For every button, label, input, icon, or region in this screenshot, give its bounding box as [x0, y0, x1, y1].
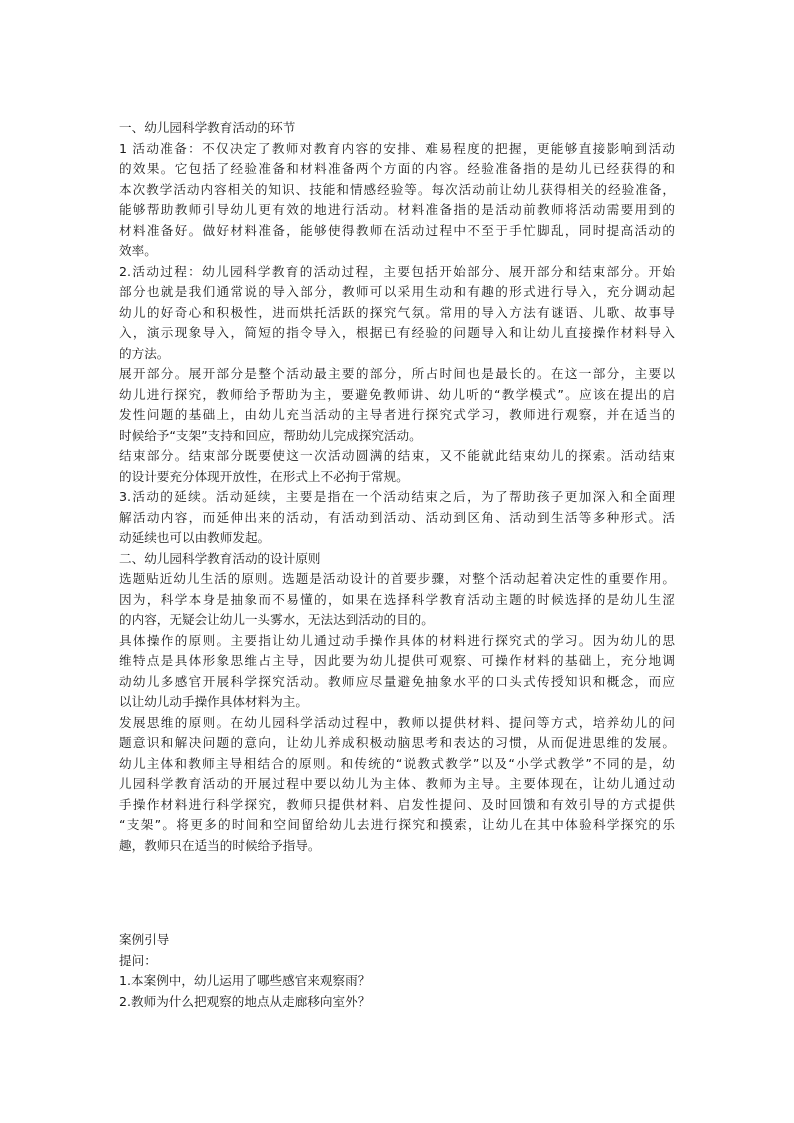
- text-line: 趣，教师只在适当的时候给予指导。: [119, 837, 321, 853]
- text-line: 效率。: [119, 243, 157, 258]
- paragraph-activity-preparation: [119, 139, 675, 262]
- text-line: 结束部分。结束部分既要使这一次活动圆满的结束，又不能就此结束幼儿的探索。活动结束: [119, 448, 675, 463]
- text-line: “支架”。将更多的时间和空间留给幼儿去进行探究和摸索，让幼儿在其中体验科学探究的乐: [119, 817, 675, 832]
- paragraph-activity-extension: [119, 487, 675, 549]
- text-line: 2.活动过程：幼儿园科学教育的活动过程，主要包括开始部分、展开部分和结束部分。开始: [119, 263, 675, 279]
- text-line: 题意识和解决问题的意向，让幼儿养成积极动脑思考和表达的习惯，从而促进思维的发展。: [119, 735, 675, 750]
- text-line: 以让幼儿动手操作具体材料为主。: [119, 694, 308, 709]
- text-line: 材料准备好。做好材料准备，能够使得教师在活动过程中不至于手忙脚乱，同时提高活动的: [119, 222, 675, 238]
- text-line: 幼儿的好奇心和积极性，进而烘托活跃的探究气氛。常用的导入方法有谜语、儿歌、故事导: [119, 304, 675, 320]
- text-line: 儿园科学教育活动的开展过程中要以幼儿为主体、教师为主导。主要体现在，让幼儿通过动: [119, 776, 675, 791]
- paragraph-ending-part: [119, 446, 675, 487]
- question-item: 2.教师为什么把观察的地点从走廊移向室外？: [119, 993, 371, 1009]
- section1-heading: 一、幼儿园科学教育活动的环节: [119, 120, 296, 135]
- text-line: 维特点是具体形象思维占主导，因此要为幼儿提供可观察、可操作材料的基础上，充分地调: [119, 653, 675, 668]
- text-line: 幼儿主体和教师主导相结合的原则。和传统的“说教式教学”以及“小学式教学”不同的是，幼: [119, 755, 675, 771]
- paragraph-subject-guidance-principle: [119, 754, 675, 857]
- document-body: [119, 118, 675, 856]
- text-line: 1 活动准备：不仅决定了教师对教育内容的安排、难易程度的把握，更能够直接影响到活动: [119, 140, 675, 156]
- text-line: 能够帮助教师引导幼儿更有效的地进行活动。材料准备指的是活动前教师将活动需要用到的: [119, 202, 675, 217]
- section2-heading: 二、幼儿园科学教育活动的设计原则: [119, 550, 321, 566]
- case-guidance-section: [119, 930, 675, 1012]
- text-line: 时候给予“支架”支持和回应，帮助幼儿完成探究活动。: [119, 427, 422, 443]
- text-line: 幼儿进行探究，教师给予帮助为主，要避免教师讲、幼儿听的“教学模式”。应该在提出的启: [119, 386, 675, 402]
- text-line: 具体操作的原则。主要指让幼儿通过动手操作具体的材料进行探究式的学习。因为幼儿的思: [119, 632, 675, 648]
- text-line: 的设计要充分体现开放性，在形式上不必拘于常规。: [119, 468, 409, 484]
- text-line: 的效果。它包括了经验准备和材料准备两个方面的内容。经验准备指的是幼儿已经获得的和: [119, 161, 675, 176]
- text-line: 因为，科学本身是抽象而不易懂的，如果在选择科学教育活动主题的时候选择的是幼儿生涩: [119, 591, 675, 607]
- text-line: 的内容，无疑会让幼儿一头雾水，无法达到活动的目的。: [119, 612, 434, 627]
- text-line: 展开部分。展开部分是整个活动最主要的部分，所占时间也是最长的。在这一部分，主要以: [119, 366, 675, 381]
- paragraph-activity-process: [119, 262, 675, 365]
- paragraph-topic-principle: [119, 569, 675, 631]
- text-line: 的方法。: [119, 345, 170, 361]
- text-line: 手操作材料进行科学探究，教师只提供材料、启发性提问、及时回馈和有效引导的方式提供: [119, 796, 675, 812]
- text-line: 发性问题的基础上，由幼儿充当活动的主导者进行探究式学习，教师进行观察，并在适当的: [119, 407, 675, 422]
- case-title: 案例引导: [119, 932, 170, 947]
- question-label: 提问：: [119, 952, 157, 968]
- text-line: 解活动内容，而延伸出来的活动，有活动到活动、活动到区角、活动到生活等多种形式。活: [119, 509, 675, 525]
- text-line: 发展思维的原则。在幼儿园科学活动过程中，教师以提供材料、提问等方式，培养幼儿的问: [119, 714, 675, 730]
- text-line: 本次教学活动内容相关的知识、技能和情感经验等。每次活动前让幼儿获得相关的经验准备，: [119, 181, 675, 197]
- text-line: 3.活动的延续。活动延续，主要是指在一个活动结束之后，为了帮助孩子更加深入和全面理: [119, 489, 675, 504]
- paragraph-thinking-principle: [119, 713, 675, 754]
- text-line: 动延续也可以由教师发起。: [119, 530, 271, 545]
- paragraph-development-part: [119, 364, 675, 446]
- text-line: 部分也就是我们通常说的导入部分，教师可以采用生动和有趣的形式进行导入，充分调动起: [119, 284, 675, 299]
- text-line: 动幼儿多感官开展科学探究活动。教师应尽量避免抽象水平的口头式传授知识和概念，而应: [119, 673, 675, 689]
- question-item: 1.本案例中，幼儿运用了哪些感官来观察雨？: [119, 973, 371, 988]
- paragraph-hands-on-principle: [119, 631, 675, 713]
- text-line: 入，演示现象导入，简短的指令导入，根据已有经验的问题导入和让幼儿直接操作材料导入: [119, 325, 675, 340]
- text-line: 选题贴近幼儿生活的原则。选题是活动设计的首要步骤，对整个活动起着决定性的重要作用。: [119, 571, 675, 586]
